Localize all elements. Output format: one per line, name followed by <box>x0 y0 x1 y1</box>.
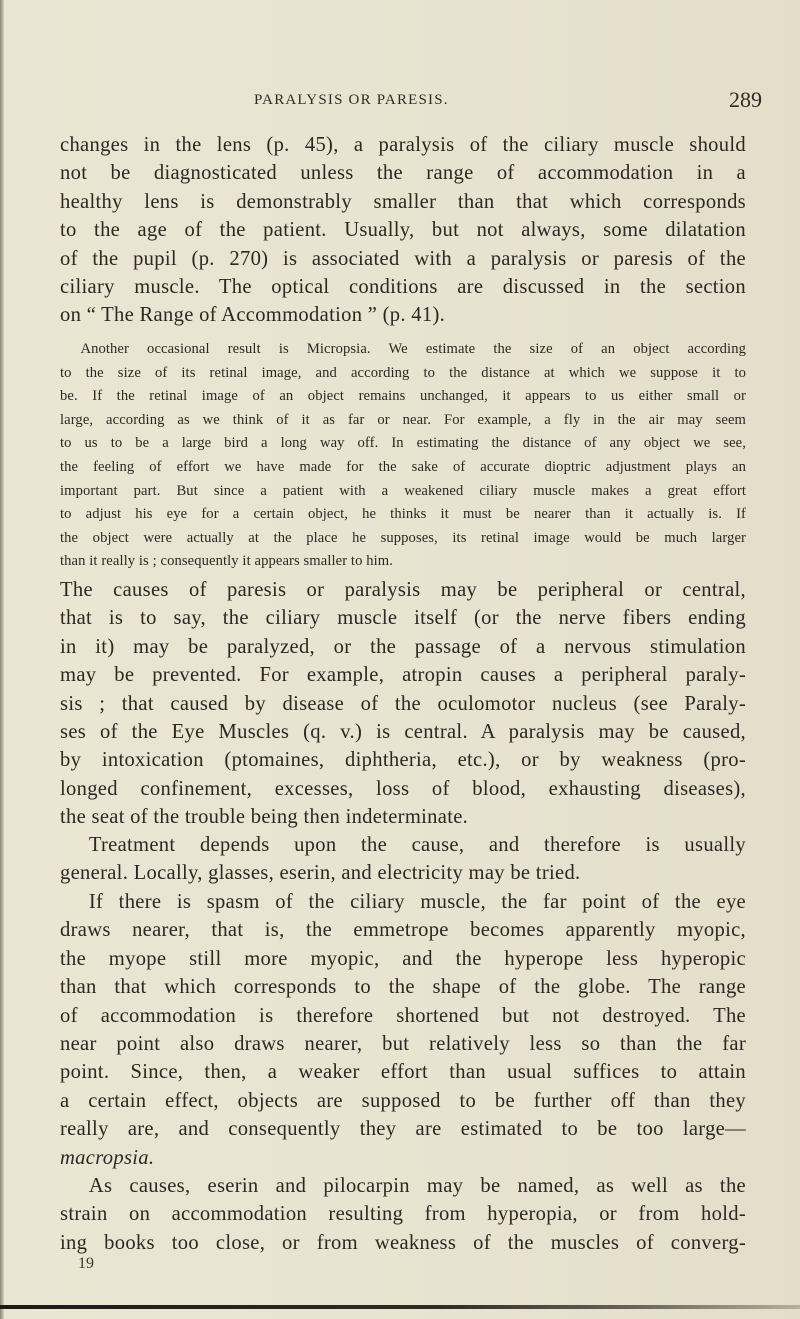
paragraph-micropsia-note <box>60 338 746 574</box>
page-number: 289 <box>729 87 762 112</box>
text-line: Treatment depends upon the cause, and therefore is usually <box>88 834 746 856</box>
text-line: ing books too close, or from weakness of the muscles of converg- <box>60 1231 746 1254</box>
text-line: general. Locally, glasses, eserin, and electricity may be tried. <box>60 862 581 885</box>
text-line: near point also draws nearer, but relatively less so than the far <box>60 1033 746 1056</box>
paragraph-spasm-causes <box>60 1172 746 1257</box>
text-line: than that which corresponds to the shape of the globe. The range <box>60 976 746 999</box>
paragraph-treatment <box>60 831 746 888</box>
text-line: to us to be a large bird a long way off. In estimating the distance of any object we see, <box>60 435 746 452</box>
signature-mark: 19 <box>78 1255 94 1272</box>
text-line: to the size of its retinal image, and according to the distance at which we suppose it to <box>60 364 746 381</box>
paragraph-lens-changes <box>60 131 746 330</box>
text-line: If there is spasm of the ciliary muscle, the far point of the eye <box>88 891 746 913</box>
text-line: by intoxication (ptomaines, diphtheria, etc.), or by weakness (pro- <box>60 749 746 772</box>
text-line: sis ; that caused by disease of the oculomotor nucleus (see Paraly- <box>60 692 746 715</box>
text-line: not be diagnosticated unless the range of accommodation in a <box>60 162 746 185</box>
text-line: the seat of the trouble being then indeterminate. <box>60 806 469 829</box>
text-line: really are, and consequently they are estimated to be too large— <box>60 1118 746 1141</box>
text-line: ses of the Eye Muscles (q. v.) is central. A paralysis may be caused, <box>60 721 746 744</box>
running-head <box>0 88 800 118</box>
page-edge-rule <box>0 1305 800 1309</box>
text-line: a certain effect, objects are supposed to be further off than they <box>60 1089 746 1112</box>
text-line: to the age of the patient. Usually, but not always, some dilatation <box>60 219 746 242</box>
text-line: than it really is ; consequently it appears smaller to him. <box>60 553 393 570</box>
text-line: Another occasional result is Micropsia. We estimate the size of an object according <box>80 341 746 357</box>
paragraph-causes-of-paresis <box>60 576 746 832</box>
running-head-title: PARALYSIS OR PARESIS. <box>254 92 449 108</box>
text-line: ciliary muscle. The optical conditions are discussed in the section <box>60 276 746 299</box>
text-line: may be prevented. For example, atropin causes a peripheral paraly- <box>60 664 746 687</box>
text-line: point. Since, then, a weaker effort than usual suffices to attain <box>60 1061 746 1084</box>
text-line: healthy lens is demonstrably smaller than that which corresponds <box>60 190 746 213</box>
text-line: longed confinement, excesses, loss of blood, exhausting diseases), <box>60 777 746 800</box>
text-line: macropsia. <box>60 1146 155 1169</box>
text-line: to adjust his eye for a certain object, he thinks it must be nearer than it actually is. If <box>60 506 746 523</box>
text-line: changes in the lens (p. 45), a paralysis of the ciliary muscle should <box>60 134 746 156</box>
text-line: in it) may be paralyzed, or the passage of a nervous stimulation <box>60 635 746 658</box>
text-line: the feeling of effort we have made for the sake of accurate dioptric adjustment plays an <box>60 458 746 475</box>
page-gutter-shadow <box>0 0 4 1319</box>
text-line: of accommodation is therefore shortened but not destroyed. The <box>60 1004 746 1027</box>
text-line: strain on accommodation resulting from hyperopia, or from hold- <box>60 1203 746 1226</box>
text-line: the myope still more myopic, and the hyperope less hyperopic <box>60 947 746 970</box>
text-line: of the pupil (p. 270) is associated with a paralysis or paresis of the <box>60 247 746 270</box>
text-line: on “ The Range of Accommodation ” (p. 41). <box>60 304 446 327</box>
text-line: the object were actually at the place he supposes, its retinal image would be much larger <box>60 529 746 546</box>
paragraph-spasm <box>60 888 746 1172</box>
text-line: that is to say, the ciliary muscle itself (or the nerve fibers ending <box>60 607 746 630</box>
text-line: large, according as we think of it as far or near. For example, a fly in the air may seem <box>60 411 746 428</box>
text-line: draws nearer, that is, the emmetrope becomes apparently myopic, <box>60 919 746 942</box>
text-line: As causes, eserin and pilocarpin may be named, as well as the <box>88 1175 746 1197</box>
text-line: be. If the retinal image of an object remains unchanged, it appears to us either small or <box>60 388 746 405</box>
text-line: important part. But since a patient with a weakened ciliary muscle makes a great effort <box>60 482 746 499</box>
text-line: The causes of paresis or paralysis may be peripheral or central, <box>60 579 746 601</box>
